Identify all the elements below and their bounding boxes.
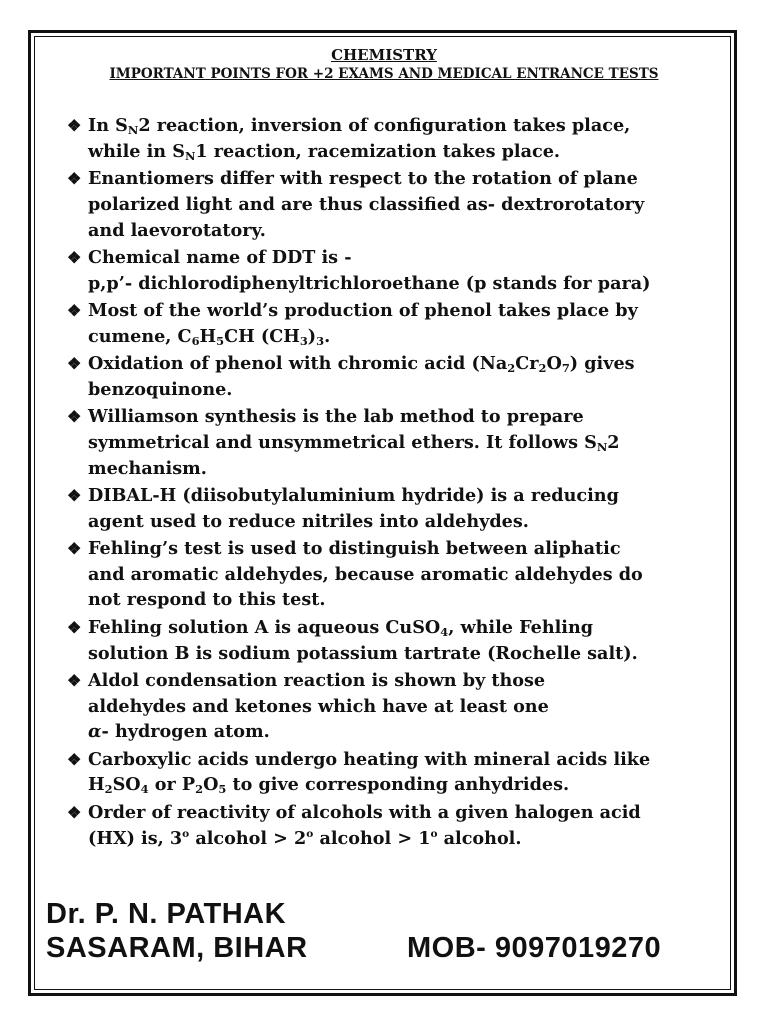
author-name: Dr. P. N. PATHAK [46, 898, 287, 930]
list-item [67, 800, 727, 851]
diamond-bullet-icon: ❖ [67, 169, 82, 189]
list-item [67, 113, 727, 164]
list-item [67, 668, 727, 745]
point-text: Fehling solution A is aqueous CuSO$_4$, while Fehling solution B is sodium potassium tartrate (Rochelle salt). [88, 616, 638, 664]
point-text: Oxidation of phenol with chromic acid $(Na_2Cr_2O_7)$ gives benzoquinone. [88, 353, 635, 400]
diamond-bullet-icon: ❖ [67, 300, 82, 320]
page-subtitle: IMPORTANT POINTS FOR +2 EXAMS AND MEDICAL ENTRANCE TESTS [109, 66, 659, 82]
list-item [67, 351, 727, 402]
point-text: Aldol condensation reaction is shown by those aldehydes and ketones which have at least one α- hydrogen atom. [88, 669, 549, 743]
point-text: In $S_N2$ reaction, inversion of configuration takes place, while in $S_N1$ reaction, racemization takes place. [88, 115, 631, 163]
list-item [67, 536, 727, 613]
points-list [67, 113, 727, 853]
list-item [67, 245, 727, 296]
list-item [67, 298, 727, 349]
diamond-bullet-icon: ❖ [67, 749, 82, 769]
point-text: Carboxylic acids undergo heating with mineral acids like $H_2SO_4$ or $P_2O_5$ to give corresponding anhydrides. [88, 748, 651, 797]
point-text: Williamson synthesis is the lab method to prepare symmetrical and unsymmetrical ethers. It follows $S_N2$ mechanism. [88, 406, 620, 479]
point-text: Order of reactivity of alcohols with a given halogen acid (HX) is, 3$^o$ alcohol > $2^o$ alcohol > $1^o$ alcohol. [88, 801, 641, 849]
diamond-bullet-icon: ❖ [67, 617, 82, 637]
list-item [67, 615, 727, 666]
diamond-bullet-icon: ❖ [67, 670, 82, 690]
point-text: Most of the world’s production of phenol takes place by cumene, $C_6H_5CH$ $(CH_3)_3$. [88, 299, 638, 348]
author-location: SASARAM, BIHAR [46, 932, 308, 964]
diamond-bullet-icon: ❖ [67, 539, 82, 559]
list-item [67, 747, 727, 798]
page-header [0, 46, 768, 84]
list-item [67, 404, 727, 481]
diamond-bullet-icon: ❖ [67, 247, 82, 267]
author-mobile: MOB- 9097019270 [407, 932, 662, 964]
diamond-bullet-icon: ❖ [67, 407, 82, 427]
point-text: Chemical name of DDT is - p,p’- dichlorodiphenyltrichloroethane (p stands for para) [88, 246, 651, 294]
page-title: CHEMISTRY [331, 46, 437, 64]
diamond-bullet-icon: ❖ [67, 485, 82, 505]
list-item [67, 166, 727, 243]
point-text: DIBAL-H (diisobutylaluminium hydride) is a reducing agent used to reduce nitriles into aldehydes. [88, 484, 619, 532]
diamond-bullet-icon: ❖ [67, 354, 82, 374]
diamond-bullet-icon: ❖ [67, 802, 82, 822]
list-item [67, 483, 727, 534]
point-text: Enantiomers differ with respect to the rotation of plane polarized light and are thus classified as- dextrorotatory and laevorotatory. [88, 168, 645, 241]
point-text: Fehling’s test is used to distinguish between aliphatic and aromatic aldehydes, because aromatic aldehydes do not respond to this test. [88, 538, 643, 611]
diamond-bullet-icon: ❖ [67, 116, 82, 135]
